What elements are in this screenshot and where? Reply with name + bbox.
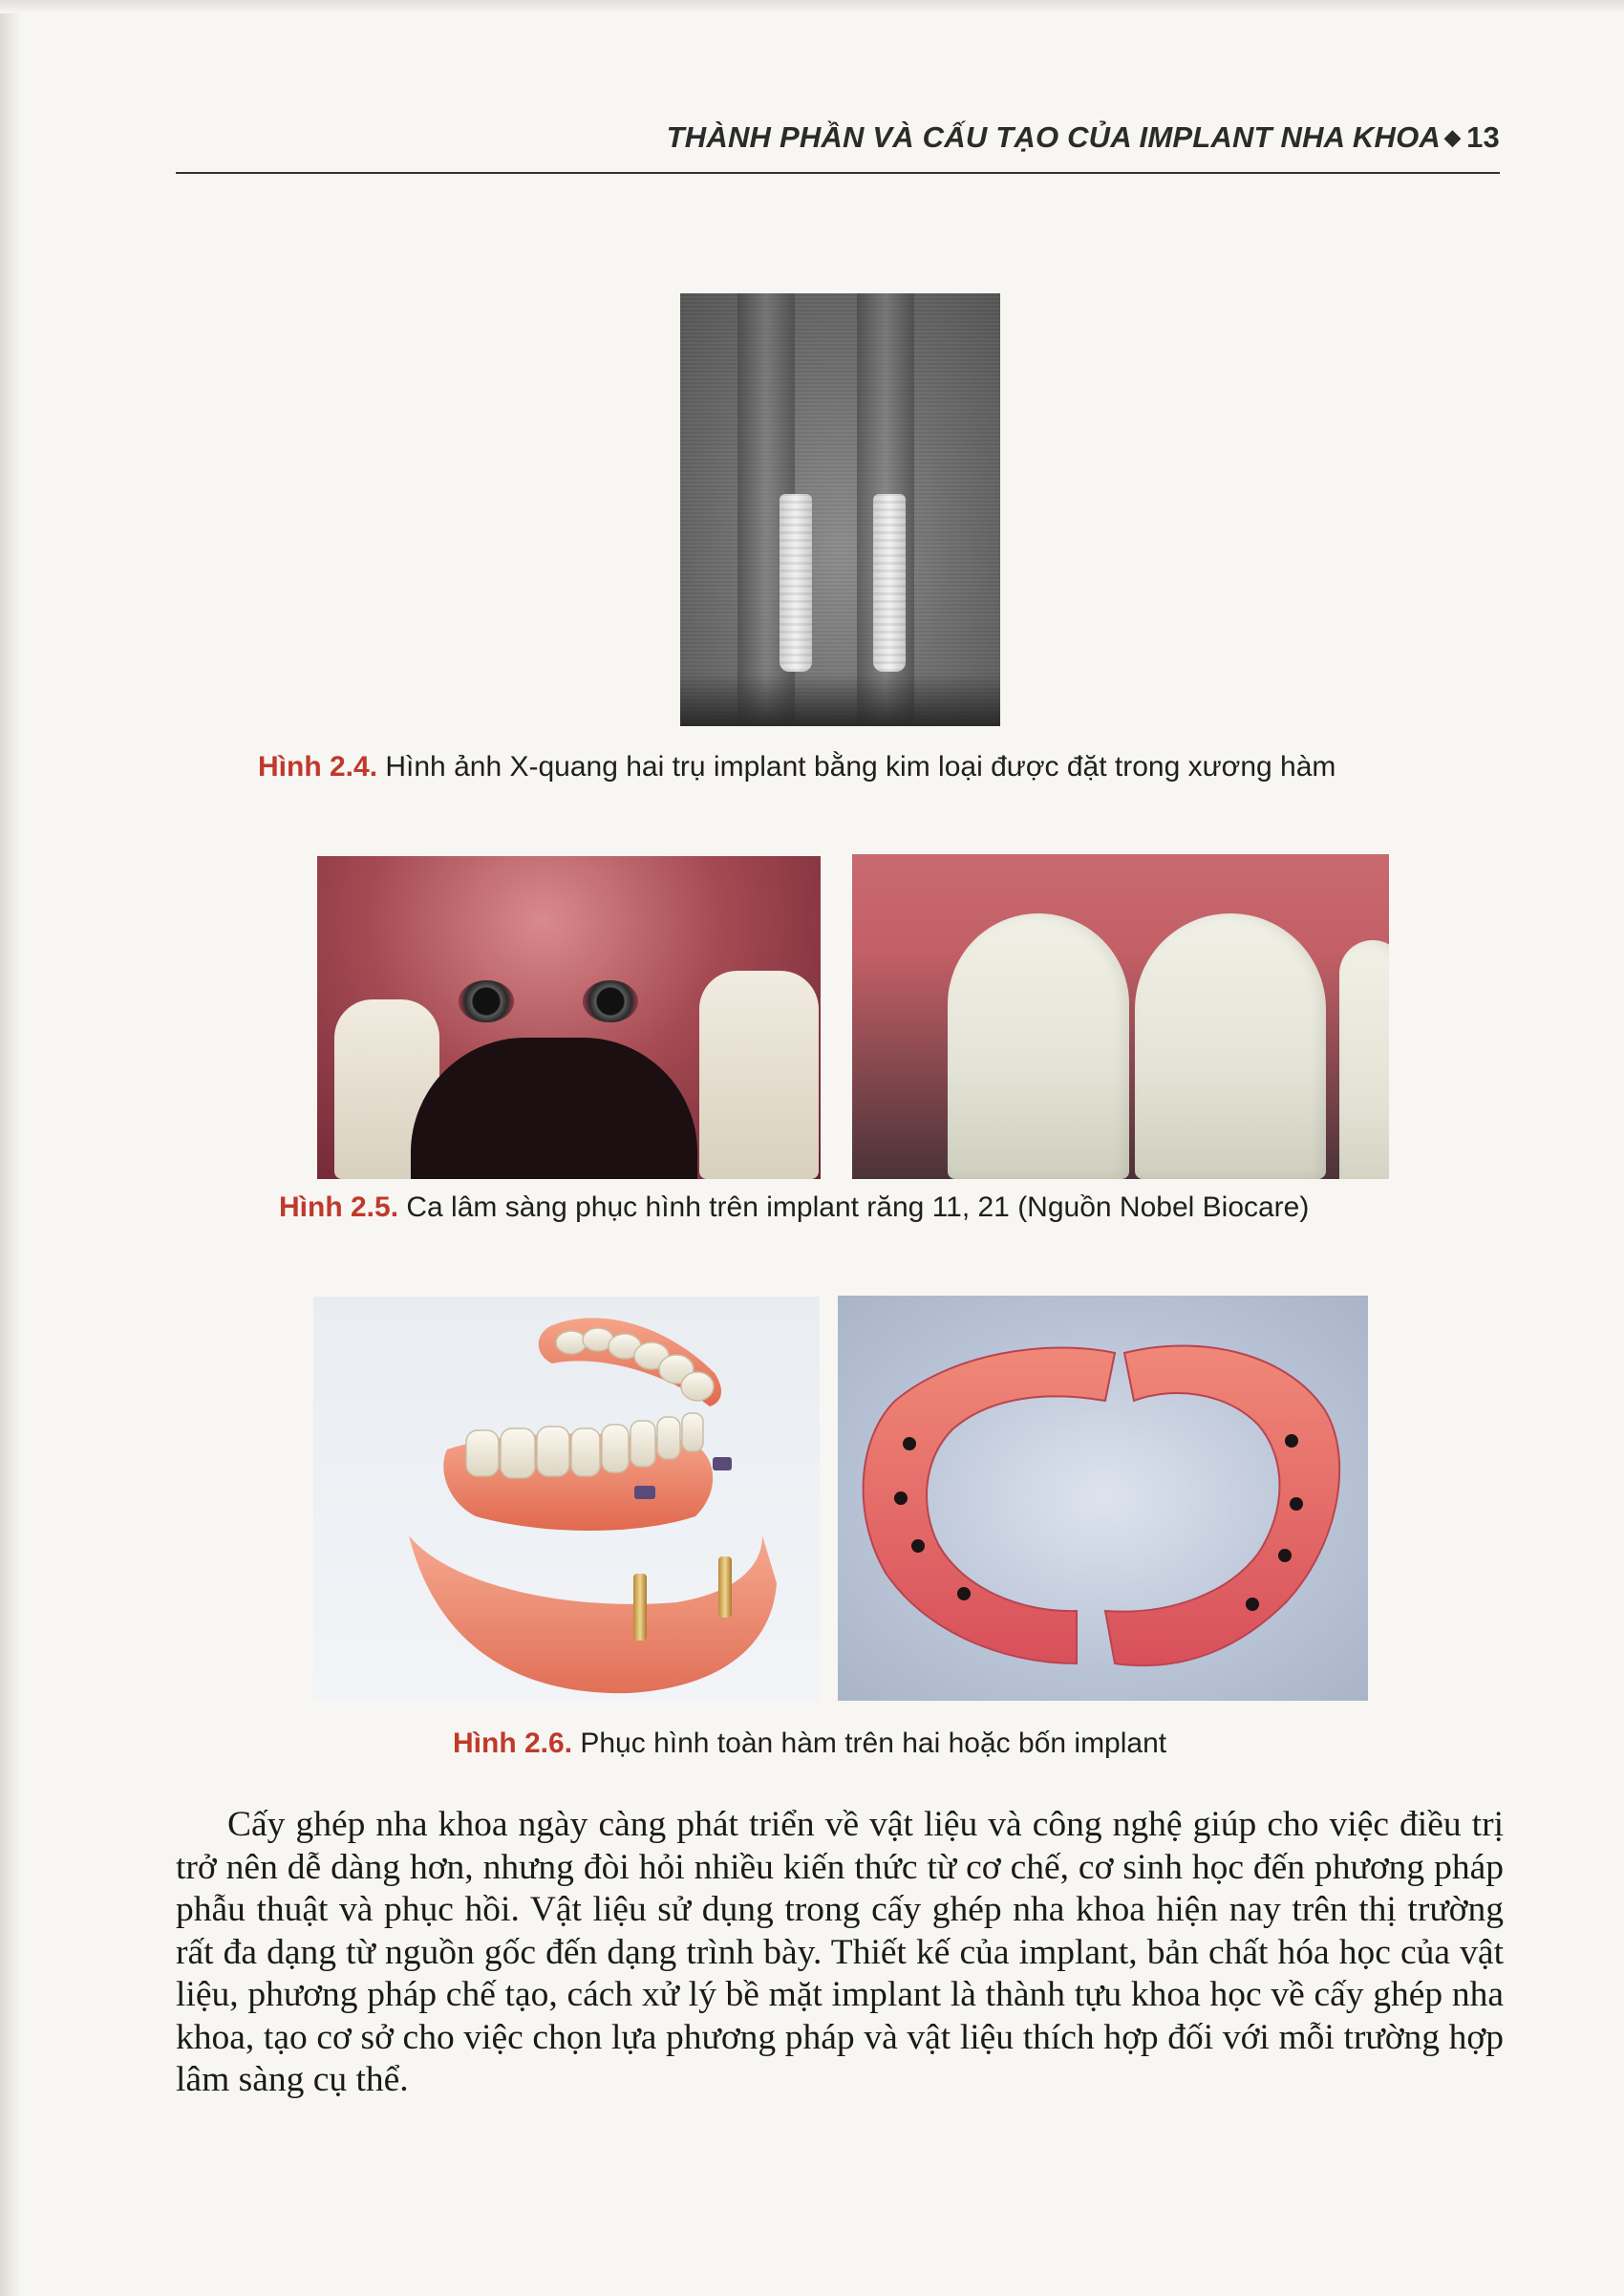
figure-label: Hình 2.5.: [279, 1191, 399, 1223]
figure-label: Hình 2.6.: [453, 1727, 573, 1759]
body-paragraph: [176, 1804, 1504, 2102]
figure-caption-2-5: [279, 1191, 1309, 1224]
page-number: 13: [1466, 120, 1500, 154]
scan-edge-top: [0, 0, 1624, 13]
figure-caption-2-6: [453, 1727, 1166, 1760]
xray-image: [680, 293, 1000, 726]
figure-label: Hình 2.4.: [258, 751, 378, 783]
clinical-photo-after: [852, 854, 1389, 1179]
overdenture-illustration: [313, 1297, 820, 1702]
header-title: THÀNH PHẦN VÀ CẤU TẠO CỦA IMPLANT NHA KHOA: [666, 120, 1441, 154]
paragraph-text: Cấy ghép nha khoa ngày càng phát triển về vật liệu và công nghệ giúp cho việc điều trị trở nên dễ dàng hơn, nhưng đòi hỏi nhiều kiến thức từ cơ chế, cơ sinh học đến phương pháp phẫu thuật và phục hồi. Vật liệu sử dụng trong cấy ghép nha khoa hiện nay trên thị trường rất đa dạng từ nguồn gốc đến dạng trình bày. Thiết kế của implant, bản chất hóa học của vật liệu, phương pháp chế tạo, cách xử lý bề mặt implant là thành tựu khoa học về cấy ghép nha khoa, tạo cơ sở cho việc chọn lựa phương pháp và vật liệu thích hợp đối với mỗi trường hợp lâm sàng cụ thể.: [176, 1805, 1504, 2099]
scan-edge: [0, 0, 21, 2296]
figure-caption-text: Phục hình toàn hàm trên hai hoặc bốn implant: [572, 1727, 1167, 1759]
header-separator: ◆: [1443, 125, 1462, 149]
figure-caption-text: Hình ảnh X-quang hai trụ implant bằng kim loại được đặt trong xương hàm: [377, 751, 1336, 783]
figure-caption-2-4: [258, 751, 1336, 783]
header-rule: [176, 172, 1500, 174]
figure-caption-text: Ca lâm sàng phục hình trên implant răng 11, 21 (Nguồn Nobel Biocare): [398, 1191, 1310, 1223]
running-header: [176, 120, 1500, 155]
overdenture-photo: [838, 1296, 1368, 1701]
clinical-photo-before: [317, 856, 821, 1179]
